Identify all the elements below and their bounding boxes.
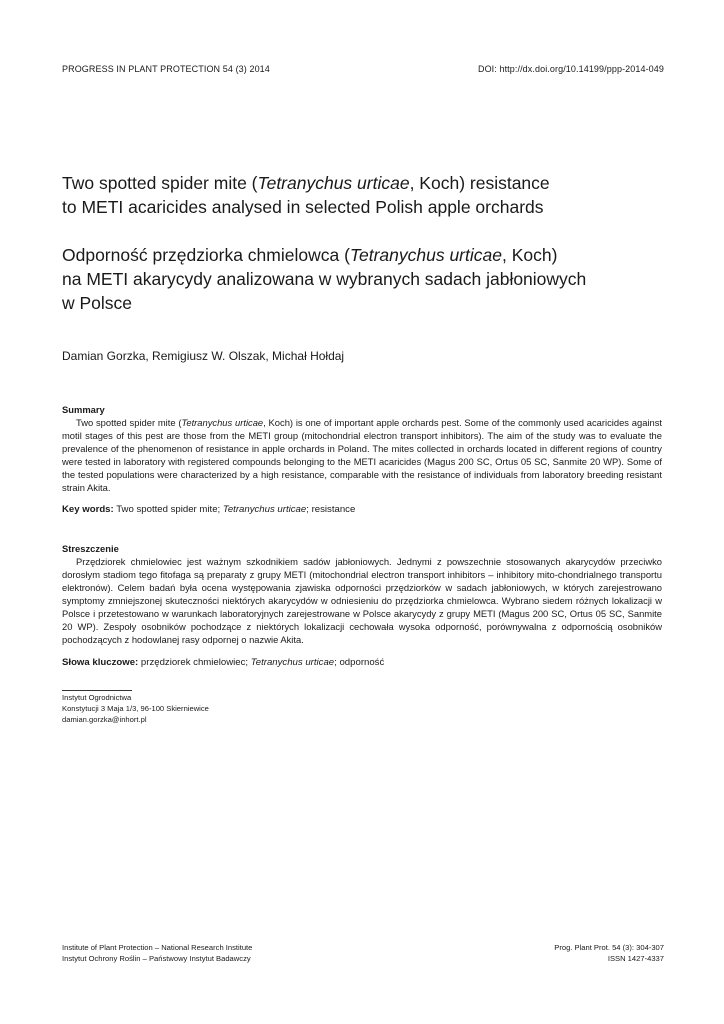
summary-text-pre: Two spotted spider mite ( [76,417,182,428]
keywords-label: Key words: [62,504,114,515]
journal-header: PROGRESS IN PLANT PROTECTION 54 (3) 2014 [62,64,270,74]
footer-issn: ISSN 1427-4337 [607,954,664,963]
summary-text [62,416,662,494]
affiliation-email: damian.gorzka@inhort.pl [62,715,147,724]
title-pl-species: Tetranychus urticae [349,245,502,265]
footer-institute-en: Institute of Plant Protection – National Research Institute [62,943,253,952]
title-pl-part1: Odporność przędziorka chmielowca ( [62,245,350,265]
slowa-pre: przędziorek chmielowiec; [138,657,251,668]
title-pl-part2: , Koch) [501,245,558,265]
affiliation-address: Konstytucji 3 Maja 1/3, 96-100 Skierniewice [62,704,209,713]
keywords [62,503,662,516]
footer-institute-pl: Instytut Ochrony Roślin – Państwowy Instytut Badawczy [62,954,251,963]
footer-citation-ref: Prog. Plant Prot. 54 (3): 304-307 [554,943,664,952]
affiliation [62,692,209,725]
affiliation-institute: Instytut Ogrodnictwa [62,693,132,702]
title-en-species: Tetranychus urticae [257,173,410,193]
footnote-rule [62,690,132,691]
title-pl-line2: na METI akarycydy analizowana w wybranych sadach jabłoniowych [62,269,587,289]
footer-citation [554,942,664,964]
summary-species: Tetranychus urticae [181,417,264,428]
summary-text-post: , Koch) is one of important apple orchards pest. Some of the commonly used acaricides against motil stages of this pest are those from the METI group (mitochondrial electron transport inhibitors). The aim of the study was to evaluate the prevalence of the phenomenon of resistance in apple orchards in Poland. The mites collected in orchards located in different regions of country were tested in laboratory with registered compounds belonging to the METI acaricides (Magus 200 SC, Ortus 05 SC, Sanmite 20 WP). Some of the tested populations were characterized by a high resistance, comparable with the resistance of individuals from laboratory breeding resistant strain Akita. [62,417,662,493]
summary-section [62,403,662,494]
streszczenie-section [62,542,662,646]
title-pl-line3: w Polsce [62,293,133,313]
title-english [62,171,662,219]
streszczenie-text: Przędziorek chmielowiec jest ważnym szkodnikiem sadów jabłoniowych. Jednymi z powszechnie stosowanych akarycydów przeciwko dorosłym stadiom tego fitofaga są preparaty z grupy METI (mitochondrial electron transport inhibitors – inhibitory mito-chondrialnego transportu elektronów). Celem badań była ocena występowania zjawiska odporności przędziorków w sadach jabłoniowych, w których zarejestrowano symptomy zmniejszonej skuteczności niektórych akarycydów w odniesieniu do przędziorka chmielowca. Wybrano siedem różnych lokalizacji w Polsce i przetestowano w warunkach laboratoryjnych zarejestrowane w Polsce akarycydy z grupy METI (Magus 200 SC, Ortus 05 SC, Sanmite 20 WP). Zespoły osobników pochodzące z niektórych lokalizacji cechowała wysoka odporność, porównywalna z odpornością osobników pochodzących z hodowlanej rasy odpornej o nazwie Akita. [62,556,662,645]
title-en-line2: to METI acaricides analysed in selected Polish apple orchards [62,197,544,217]
slowa-kluczowe [62,656,662,669]
doi-header: DOI: http://dx.doi.org/10.14199/ppp-2014-049 [477,64,664,74]
slowa-label: Słowa kluczowe: [62,657,139,668]
streszczenie-heading: Streszczenie [62,543,119,554]
summary-heading: Summary [62,404,105,415]
title-en-part1: Two spotted spider mite ( [62,173,258,193]
authors: Damian Gorzka, Remigiusz W. Olszak, Michał Hołdaj [62,349,345,363]
slowa-post: ; odporność [334,657,385,668]
keywords-post: ; resistance [306,504,356,515]
title-polish [62,243,662,315]
footer-institute [62,942,252,964]
keywords-species: Tetranychus urticae [222,504,307,515]
title-en-part2: , Koch) resistance [409,173,550,193]
keywords-pre: Two spotted spider mite; [113,504,223,515]
slowa-species: Tetranychus urticae [250,657,335,668]
